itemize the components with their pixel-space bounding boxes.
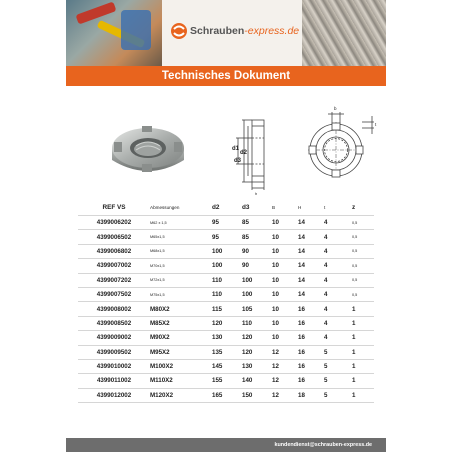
cell-b: 10 xyxy=(272,331,298,345)
cell-d3: 150 xyxy=(242,388,272,402)
cell-abmessungen: M75x1,5 xyxy=(150,287,212,301)
logo xyxy=(162,0,302,66)
cell-d3: 120 xyxy=(242,345,272,359)
logo-name: Schrauben xyxy=(190,25,245,37)
cell-b: 10 xyxy=(272,302,298,316)
cell-h: 16 xyxy=(298,302,324,316)
cell-d3: 110 xyxy=(242,316,272,330)
specification-table xyxy=(78,200,374,403)
cell-ref: 4399007202 xyxy=(78,273,150,287)
cell-t: 5 xyxy=(324,359,352,373)
cell-b: 10 xyxy=(272,259,298,273)
cell-h: 14 xyxy=(298,244,324,258)
cell-d2: 155 xyxy=(212,374,242,388)
label-t: t xyxy=(375,122,377,127)
cell-abmessungen: M68x1,5 xyxy=(150,244,212,258)
table-row xyxy=(78,244,374,258)
cell-d3: 90 xyxy=(242,244,272,258)
cell-d3: 100 xyxy=(242,287,272,301)
cell-b: 10 xyxy=(272,216,298,230)
header-d3: d3 xyxy=(242,200,272,216)
table-row xyxy=(78,388,374,402)
table-body xyxy=(78,216,374,403)
table-row xyxy=(78,302,374,316)
cell-t: 4 xyxy=(324,302,352,316)
cell-d3: 100 xyxy=(242,273,272,287)
logo-text xyxy=(190,25,299,37)
label-d2: d2 xyxy=(240,150,248,156)
header-b: B xyxy=(272,200,298,216)
cell-ref: 4399008002 xyxy=(78,302,150,316)
technical-drawing xyxy=(212,104,382,196)
cell-d3: 130 xyxy=(242,359,272,373)
cell-b: 10 xyxy=(272,287,298,301)
table-header-row xyxy=(78,200,374,216)
cell-h: 16 xyxy=(298,345,324,359)
cell-d2: 95 xyxy=(212,216,242,230)
cell-b: 12 xyxy=(272,359,298,373)
cell-b: 10 xyxy=(272,230,298,244)
label-b: b xyxy=(334,106,337,111)
cell-d2: 145 xyxy=(212,359,242,373)
cell-d2: 95 xyxy=(212,230,242,244)
footer-contact: kundendienst@schrauben-express.de xyxy=(66,438,386,452)
cell-z: 0,5 xyxy=(352,259,374,273)
cell-abmessungen: M85X2 xyxy=(150,316,212,330)
header-banner xyxy=(66,0,386,66)
cell-abmessungen: M110X2 xyxy=(150,374,212,388)
label-h: h xyxy=(255,191,258,196)
cell-ref: 4399010002 xyxy=(78,359,150,373)
cell-d2: 165 xyxy=(212,388,242,402)
cell-d3: 105 xyxy=(242,302,272,316)
label-d3: d3 xyxy=(234,158,242,164)
cell-b: 10 xyxy=(272,273,298,287)
cell-h: 16 xyxy=(298,316,324,330)
cell-z: 1 xyxy=(352,302,374,316)
cell-t: 4 xyxy=(324,230,352,244)
cell-z: 1 xyxy=(352,331,374,345)
cell-ref: 4399008502 xyxy=(78,316,150,330)
label-d1: d1 xyxy=(232,146,240,152)
groove-nut-image xyxy=(106,118,190,188)
document-title: Technisches Dokument xyxy=(66,66,386,86)
cell-d2: 120 xyxy=(212,316,242,330)
cell-h: 14 xyxy=(298,273,324,287)
table-row xyxy=(78,359,374,373)
cell-t: 5 xyxy=(324,388,352,402)
cell-z: 0,5 xyxy=(352,216,374,230)
table-row xyxy=(78,230,374,244)
table-row xyxy=(78,331,374,345)
header-ref: REF VS xyxy=(78,200,150,216)
cell-ref: 4399009502 xyxy=(78,345,150,359)
cell-abmessungen: M90X2 xyxy=(150,331,212,345)
cell-ref: 4399007002 xyxy=(78,259,150,273)
cell-ref: 4399006202 xyxy=(78,216,150,230)
cell-b: 12 xyxy=(272,388,298,402)
cell-t: 4 xyxy=(324,273,352,287)
header-d2: d2 xyxy=(212,200,242,216)
cell-abmessungen: M80X2 xyxy=(150,302,212,316)
cell-d3: 120 xyxy=(242,331,272,345)
cell-abmessungen: M120X2 xyxy=(150,388,212,402)
cell-h: 14 xyxy=(298,259,324,273)
cell-b: 10 xyxy=(272,244,298,258)
tools-photo xyxy=(66,0,162,66)
logo-swirl-icon xyxy=(170,22,188,40)
cell-t: 5 xyxy=(324,374,352,388)
cell-h: 16 xyxy=(298,331,324,345)
cell-abmessungen: M100X2 xyxy=(150,359,212,373)
cell-d3: 140 xyxy=(242,374,272,388)
cell-d3: 85 xyxy=(242,230,272,244)
cell-ref: 4399012002 xyxy=(78,388,150,402)
cell-ref: 4399006502 xyxy=(78,230,150,244)
cell-z: 0,5 xyxy=(352,287,374,301)
cell-z: 0,5 xyxy=(352,273,374,287)
cell-abmessungen: M72x1,5 xyxy=(150,273,212,287)
cell-abmessungen: M95X2 xyxy=(150,345,212,359)
cell-t: 4 xyxy=(324,316,352,330)
cell-z: 1 xyxy=(352,359,374,373)
screws-photo xyxy=(302,0,386,66)
cell-d2: 100 xyxy=(212,244,242,258)
cell-z: 1 xyxy=(352,316,374,330)
cell-b: 10 xyxy=(272,316,298,330)
cell-ref: 4399009002 xyxy=(78,331,150,345)
cell-ref: 4399011002 xyxy=(78,374,150,388)
cell-z: 1 xyxy=(352,345,374,359)
cell-t: 4 xyxy=(324,244,352,258)
cell-h: 14 xyxy=(298,230,324,244)
cell-d2: 115 xyxy=(212,302,242,316)
cell-d2: 110 xyxy=(212,273,242,287)
cell-t: 4 xyxy=(324,216,352,230)
logo-accent: -express.de xyxy=(244,25,300,37)
cell-ref: 4399007502 xyxy=(78,287,150,301)
cell-t: 4 xyxy=(324,287,352,301)
cell-t: 5 xyxy=(324,345,352,359)
cell-d2: 130 xyxy=(212,331,242,345)
document-page xyxy=(66,0,386,452)
cell-abmessungen: M70x1,5 xyxy=(150,259,212,273)
cell-abmessungen: M65x1,5 xyxy=(150,230,212,244)
cell-h: 16 xyxy=(298,359,324,373)
table-row xyxy=(78,259,374,273)
cell-d2: 100 xyxy=(212,259,242,273)
table-row xyxy=(78,374,374,388)
cell-d2: 110 xyxy=(212,287,242,301)
header-h: H xyxy=(298,200,324,216)
table-row xyxy=(78,316,374,330)
header-t: t xyxy=(324,200,352,216)
header-abmessungen: Abmessungen xyxy=(150,200,212,216)
cell-z: 1 xyxy=(352,388,374,402)
header-z: z xyxy=(352,200,374,216)
table-row xyxy=(78,216,374,230)
cell-h: 14 xyxy=(298,287,324,301)
table-row xyxy=(78,345,374,359)
cell-z: 0,5 xyxy=(352,230,374,244)
cell-h: 16 xyxy=(298,374,324,388)
cell-b: 12 xyxy=(272,374,298,388)
cell-z: 1 xyxy=(352,374,374,388)
cell-ref: 4399006802 xyxy=(78,244,150,258)
cell-d3: 85 xyxy=(242,216,272,230)
cell-z: 0,5 xyxy=(352,244,374,258)
cell-h: 14 xyxy=(298,216,324,230)
cell-d3: 90 xyxy=(242,259,272,273)
cell-h: 18 xyxy=(298,388,324,402)
cell-abmessungen: M62 x 1,5 xyxy=(150,216,212,230)
cell-b: 12 xyxy=(272,345,298,359)
table-row xyxy=(78,273,374,287)
cell-t: 4 xyxy=(324,331,352,345)
cell-t: 4 xyxy=(324,259,352,273)
table-row xyxy=(78,287,374,301)
cell-d2: 135 xyxy=(212,345,242,359)
